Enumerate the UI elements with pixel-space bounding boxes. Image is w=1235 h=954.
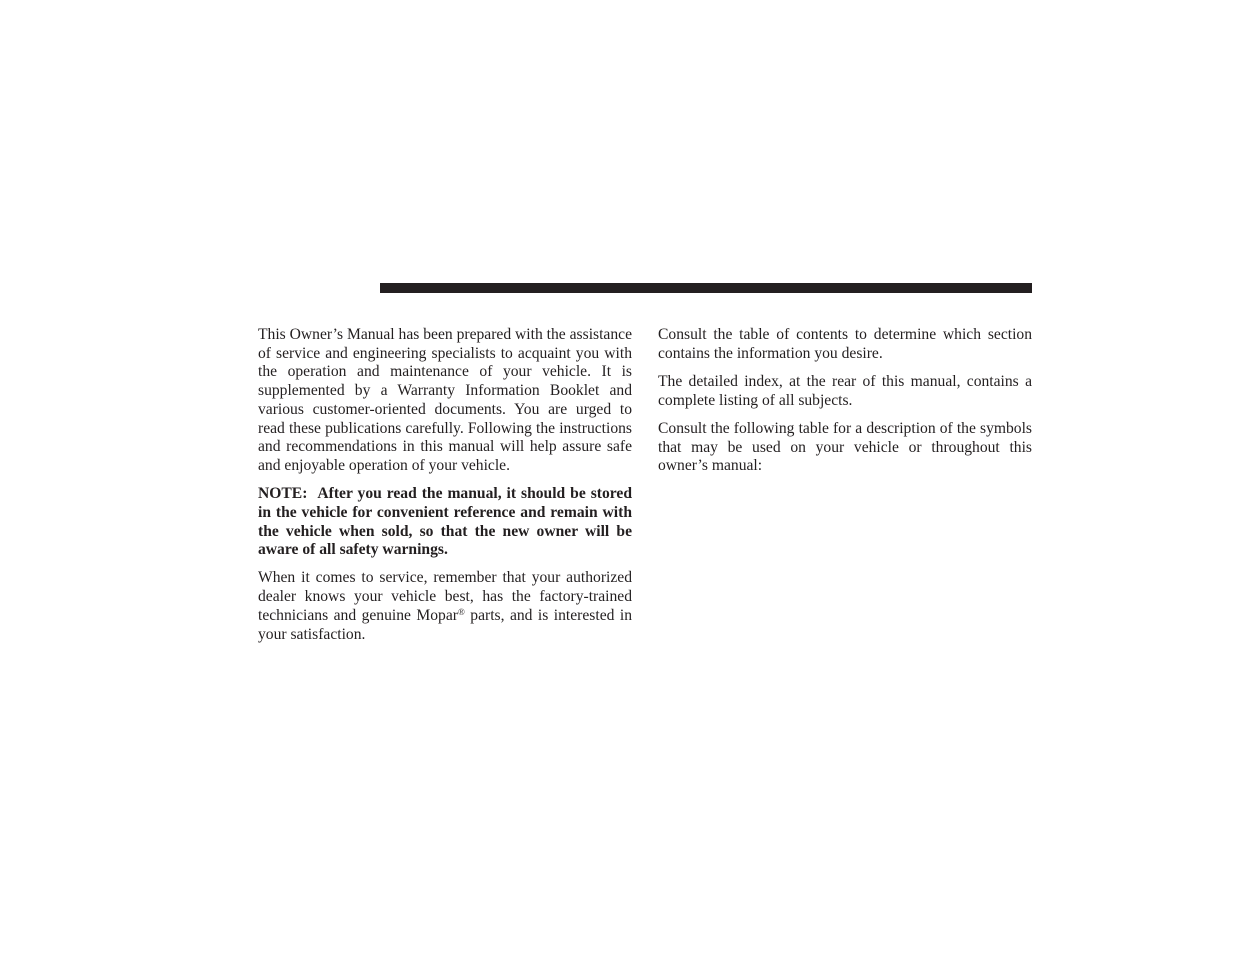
note-text: After you read the manual, it should be stored in the vehicle for convenient reference and remain with the vehicle when sold, so that the new owner will be aware of all safety warnings. (258, 485, 632, 559)
right-column (658, 326, 1032, 485)
toc-paragraph: Consult the table of contents to determine which section contains the information you desire. (658, 326, 1032, 362)
intro-paragraph: This Owner’s Manual has been prepared with the assistance of service and engineering specialists to acquaint you with the operation and maintenance of your vehicle. It is supplemented by a Warranty Information Booklet and various customer-oriented documents. You are urged to read these publications carefully. Following the instructions and recommendations in this manual will help assure safe and enjoyable operation of your vehicle. (258, 326, 632, 474)
service-text-end: parts, and is interested in your satisfaction. (258, 606, 632, 643)
note-paragraph (258, 485, 632, 560)
symbols-paragraph: Consult the following table for a description of the symbols that may be used on your vehicle or throughout this owner’s manual: (658, 419, 1032, 475)
note-label: NOTE: (258, 485, 308, 503)
index-paragraph: The detailed index, at the rear of this manual, contains a complete listing of all subjects. (658, 372, 1032, 409)
left-column (258, 326, 632, 654)
registered-mark: ® (457, 606, 465, 617)
header-rule (380, 283, 1032, 293)
service-paragraph (258, 569, 632, 644)
service-text-start: When it comes to service, remember that your authorized dealer knows your vehicle best, has the factory-trained technicians and genuine Mopar (258, 569, 632, 624)
